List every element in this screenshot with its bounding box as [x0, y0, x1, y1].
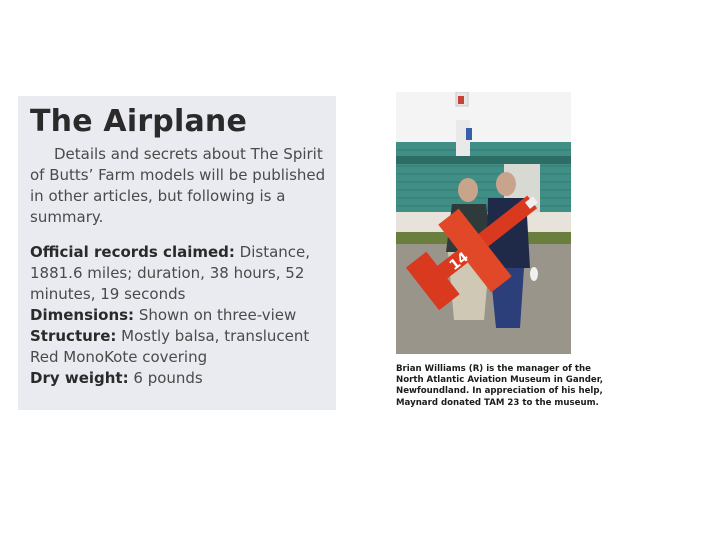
spec-key: Dimensions: [30, 306, 135, 324]
sidebar-intro: Details and secrets about The Spirit of Butts’ Farm models will be published in other articles, but following is a summary. [30, 145, 326, 226]
spec-value: Mostly balsa, translucent Red MonoKote covering [30, 327, 310, 366]
spec-row-records [30, 242, 326, 305]
photo-caption: Brian Williams (R) is the manager of the North Atlantic Aviation Museum in Gander, Newfoundland. In appreciation of his help, Maynard donated TAM 23 to the museum. [396, 364, 603, 408]
sidebar-box [18, 96, 336, 410]
person-right-head [496, 172, 516, 196]
spec-key: Official records claimed: [30, 243, 235, 261]
person-left-head [458, 178, 478, 202]
spec-key: Dry weight: [30, 369, 129, 387]
plane-number: 14 [446, 249, 472, 274]
spec-value: Distance, 1881.6 miles; duration, 38 hours, 52 minutes, 19 seconds [30, 243, 311, 303]
spec-value: Shown on three-view [134, 306, 297, 324]
spec-row-structure [30, 326, 326, 368]
spec-key: Structure: [30, 327, 117, 345]
spec-value: 6 pounds [128, 369, 203, 387]
spec-row-dimensions [30, 305, 326, 326]
museum-photo [396, 92, 571, 354]
spec-row-weight [30, 368, 326, 389]
sidebar-title: The Airplane [30, 104, 248, 139]
spec-list [30, 242, 326, 389]
